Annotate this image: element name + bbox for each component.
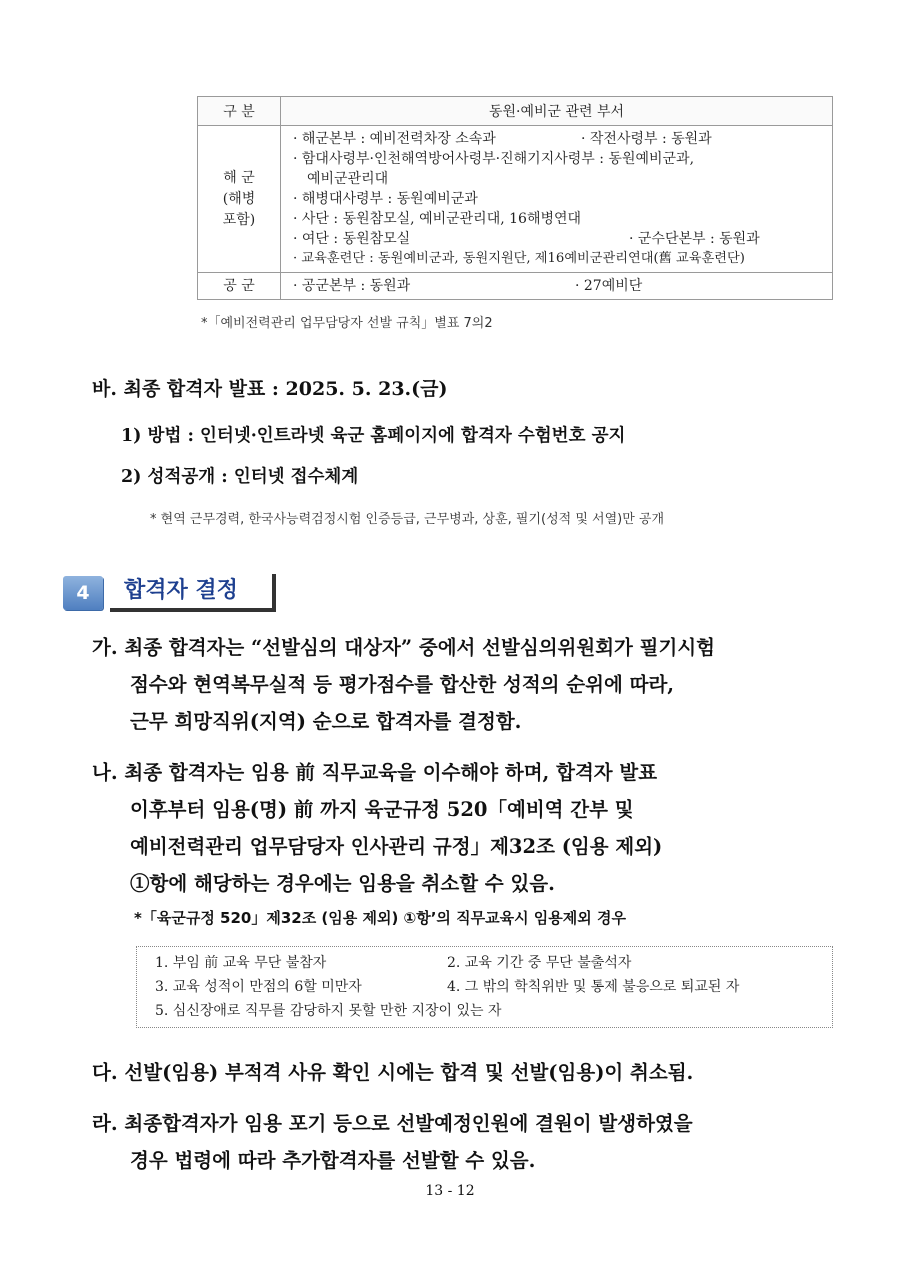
dept-line [293, 169, 826, 189]
list-item [155, 999, 832, 1023]
row-label-line: 공 군 [223, 277, 255, 294]
section-number-badge: 4 [63, 576, 103, 610]
dept-entry: · 해병대사령부 : 동원예비군과 [293, 191, 478, 207]
dept-entry: 예비군관리대 [307, 171, 389, 187]
dept-line [293, 149, 826, 169]
table-row-airforce [198, 273, 833, 300]
section-ba-note: * 현역 근무경력, 한국사능력검정시험 인증등급, 근무병과, 상훈, 필기(성적 및 서열)만 공개 [150, 512, 665, 527]
table-source-note: *「예비전력관리 업무담당자 선발 규칙」별표 7의2 [201, 316, 493, 331]
criteria-entry: 2. 교육 기간 중 무단 불출석자 [447, 955, 632, 971]
para-ga-line: 가. 최종 합격자는 “선발심의 대상자” 중에서 선발심의위원회가 필기시험 [92, 636, 716, 659]
section-title: 합격자 결정 [110, 574, 276, 612]
para-da: 다. 선발(임용) 부적격 사유 확인 시에는 합격 및 선발(임용)이 취소됨. [92, 1061, 694, 1084]
para-na-line: 이후부터 임용(명) 前 까지 육군규정 520「예비역 간부 및 [130, 798, 634, 821]
section-ba-item-score: 2) 성적공개 : 인터넷 접수체계 [121, 467, 359, 487]
para-ga-line: 점수와 현역복무실적 등 평가점수를 합산한 성적의 순위에 따라, [130, 673, 675, 696]
row-label-line: 포함) [222, 211, 256, 228]
row-label-navy [198, 126, 281, 273]
dept-line [293, 276, 826, 296]
criteria-entry: 4. 그 밖의 학칙위반 및 통제 불응으로 퇴교된 자 [447, 979, 740, 995]
table-header-category: 구 분 [198, 97, 281, 126]
exclusion-criteria-box [136, 946, 833, 1028]
para-ga-line: 근무 희망직위(지역) 순으로 합격자를 결정함. [130, 710, 522, 733]
criteria-entry: 5. 심신장애로 직무를 감당하지 못할 만한 지장이 있는 자 [155, 1003, 502, 1019]
dept-line [293, 189, 826, 209]
para-na-line: 나. 최종 합격자는 임용 前 직무교육을 이수해야 하며, 합격자 발표 [92, 761, 658, 784]
dept-entry: · 27예비단 [575, 278, 643, 294]
para-na-line: 예비전력관리 업무담당자 인사관리 규정」제32조 (임용 제외) [130, 835, 663, 858]
row-label-line: (해병 [222, 190, 256, 207]
para-na-line: ①항에 해당하는 경우에는 임용을 취소할 수 있음. [130, 872, 555, 895]
navy-departments [281, 126, 833, 273]
airforce-departments [281, 273, 833, 300]
page-number: 13 - 12 [425, 1183, 475, 1199]
section-ba-item-method: 1) 방법 : 인터넷·인트라넷 육군 홈페이지에 합격자 수험번호 공지 [121, 426, 626, 446]
dept-entry: · 군수단본부 : 동원과 [629, 231, 760, 247]
department-table [197, 96, 833, 300]
dept-line [293, 129, 826, 149]
dept-entry: · 여단 : 동원참모실 [293, 231, 411, 247]
table-header-departments: 동원·예비군 관련 부서 [281, 97, 833, 126]
criteria-entry: 1. 부임 前 교육 무단 불참자 [155, 955, 327, 971]
table-row-navy [198, 126, 833, 273]
para-ra-line: 라. 최종합격자가 임용 포기 등으로 선발예정인원에 결원이 발생하였을 [92, 1112, 693, 1135]
dept-line [293, 229, 826, 249]
dept-entry: · 작전사령부 : 동원과 [581, 131, 712, 147]
dept-entry: · 해군본부 : 예비전력차장 소속과 [293, 131, 496, 147]
row-label-airforce [198, 273, 281, 300]
para-na-note: *「육군규정 520」제32조 (임용 제외) ①항’의 직무교육시 임용제외 경우 [134, 909, 626, 927]
list-item [155, 951, 832, 975]
dept-entry: · 교육훈련단 : 동원예비군과, 동원지원단, 제16예비군관리연대(舊 교육훈련단) [293, 251, 745, 266]
dept-entry: · 함대사령부·인천해역방어사령부·진해기지사령부 : 동원예비군과, [293, 151, 695, 167]
dept-entry: · 사단 : 동원참모실, 예비군관리대, 16해병연대 [293, 211, 582, 227]
list-item [155, 975, 832, 999]
dept-line [293, 209, 826, 229]
dept-entry: · 공군본부 : 동원과 [293, 278, 411, 294]
para-ra-line: 경우 법령에 따라 추가합격자를 선발할 수 있음. [130, 1149, 536, 1172]
section-ba-title: 바. 최종 합격자 발표 : 2025. 5. 23.(금) [92, 378, 448, 400]
dept-line [293, 249, 826, 269]
row-label-line: 해 군 [223, 169, 255, 186]
criteria-entry: 3. 교육 성적이 만점의 6할 미만자 [155, 979, 362, 995]
